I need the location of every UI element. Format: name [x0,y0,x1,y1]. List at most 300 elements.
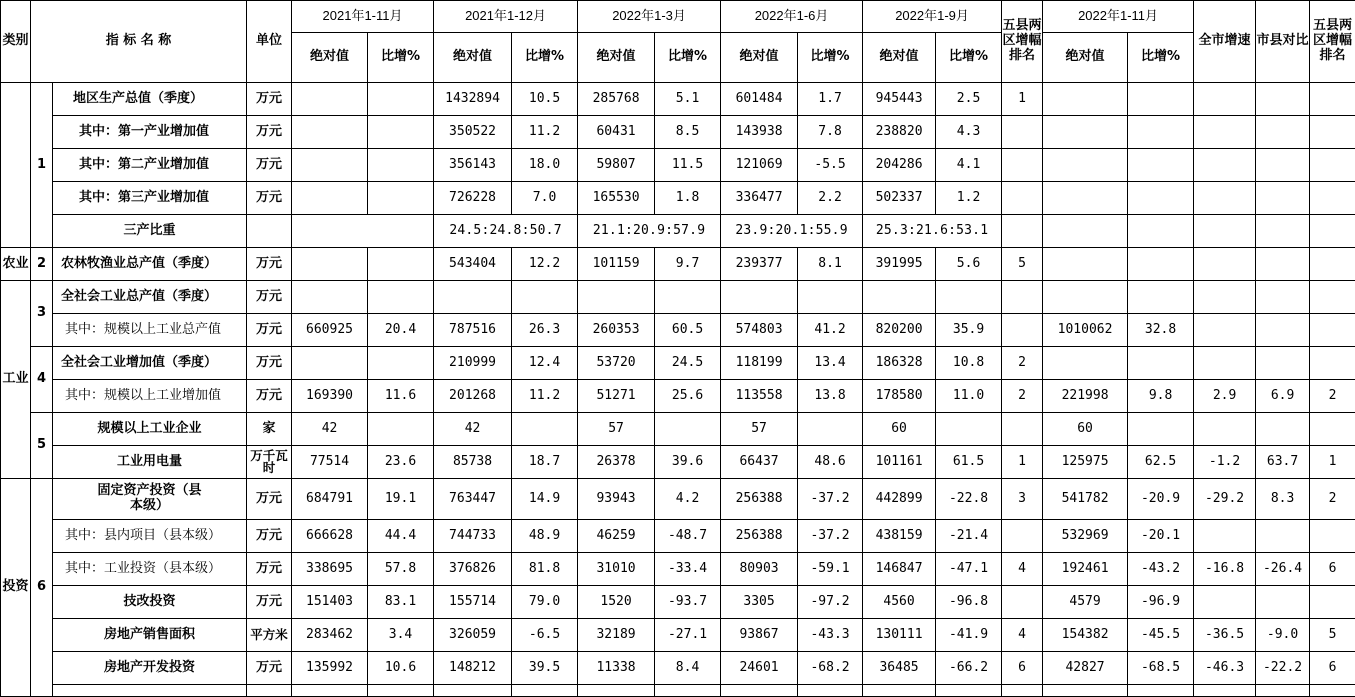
value-cell: 2.9 [1194,380,1256,413]
value-cell [863,281,936,314]
value-cell: 79.0 [512,586,578,619]
value-cell [578,281,655,314]
value-cell: 113558 [721,380,798,413]
value-cell: 11.0 [936,380,1002,413]
value-cell [936,413,1002,446]
value-cell [512,281,578,314]
indicator-name: 地区生产总值（季度） [53,83,247,116]
value-cell [292,347,368,380]
value-cell: 19.1 [368,479,434,520]
rank-cell [1310,586,1355,619]
value-cell [434,281,512,314]
value-cell [1256,586,1310,619]
value-cell: 744733 [434,520,512,553]
value-cell: -20.1 [1128,520,1194,553]
value-cell [1043,182,1128,215]
value-cell: -68.2 [798,652,863,685]
value-cell: 1.2 [936,182,1002,215]
indicator-name: 房地产开发投资 [53,652,247,685]
header-period-4: 2022年1-6月 [721,1,863,33]
rank-cell: 6 [1310,652,1355,685]
group-number: 3 [31,281,53,347]
value-cell: -16.8 [1194,553,1256,586]
header-abs: 绝对值 [1043,33,1128,83]
value-cell [1194,182,1256,215]
value-cell: 18.0 [512,149,578,182]
header-pct: 比增% [655,33,721,83]
value-cell: 14.9 [512,479,578,520]
table-row [1,215,1355,248]
group-number: 6 [31,479,53,697]
group-number: 5 [31,413,53,479]
category-investment: 投资 [1,479,31,697]
header-period-3: 2022年1-3月 [578,1,721,33]
unit-cell: 家 [247,413,292,446]
rank-cell: 6 [1002,652,1043,685]
value-cell: 6.9 [1256,380,1310,413]
table-row [1,248,1355,281]
indicator-name: 农林牧渔业总产值（季度） [53,248,247,281]
value-cell [1128,281,1194,314]
value-cell: -20.9 [1128,479,1194,520]
value-cell [292,281,368,314]
value-cell: 60 [863,413,936,446]
value-cell: 26.3 [512,314,578,347]
value-cell: 5.1 [655,83,721,116]
value-cell: 201268 [434,380,512,413]
unit-cell: 万元 [247,83,292,116]
unit-cell: 万元 [247,553,292,586]
value-cell [1194,248,1256,281]
value-cell: 77514 [292,446,368,479]
value-cell [368,347,434,380]
rank-cell [1002,413,1043,446]
value-cell: 4.2 [655,479,721,520]
table-row [1,116,1355,149]
value-cell: -9.0 [1256,619,1310,652]
value-cell [1043,281,1128,314]
value-cell: 8.1 [798,248,863,281]
unit-cell: 万元 [247,520,292,553]
ratio-cell: 24.5:24.8:50.7 [434,215,578,248]
table-row [1,413,1355,446]
value-cell: 4560 [863,586,936,619]
table-row [1,380,1355,413]
value-cell: 63.7 [1256,446,1310,479]
value-cell: 101159 [578,248,655,281]
value-cell: 1432894 [434,83,512,116]
rank-cell [1310,520,1355,553]
table-row [1,314,1355,347]
value-cell [368,149,434,182]
value-cell: 85738 [434,446,512,479]
indicator-name: 固定资产投资（县本级） [53,479,247,520]
rank-cell: 1 [1310,446,1355,479]
value-cell: 25.6 [655,380,721,413]
rank-cell: 2 [1310,479,1355,520]
category-industry: 工业 [1,281,31,479]
value-cell: 24601 [721,652,798,685]
table-row [1,347,1355,380]
value-cell [1194,149,1256,182]
value-cell: 8.5 [655,116,721,149]
value-cell: 4.3 [936,116,1002,149]
value-cell: 326059 [434,619,512,652]
value-cell: 238820 [863,116,936,149]
value-cell: 192461 [1043,553,1128,586]
value-cell: 660925 [292,314,368,347]
rank-cell [1310,116,1355,149]
value-cell [1194,413,1256,446]
value-cell: 186328 [863,347,936,380]
value-cell: 8.4 [655,652,721,685]
value-cell: 48.9 [512,520,578,553]
group-number: 2 [31,248,53,281]
rank-cell [1310,314,1355,347]
value-cell: -21.4 [936,520,1002,553]
indicator-name: 其中：第三产业增加值 [53,182,247,215]
value-cell: 820200 [863,314,936,347]
value-cell [292,116,368,149]
header-abs: 绝对值 [578,33,655,83]
ratio-cell [292,215,434,248]
value-cell: 101161 [863,446,936,479]
value-cell: 11.5 [655,149,721,182]
table-row [1,446,1355,479]
value-cell: 7.0 [512,182,578,215]
value-cell: 11338 [578,652,655,685]
value-cell [368,116,434,149]
value-cell: 210999 [434,347,512,380]
value-cell [368,413,434,446]
value-cell: 23.6 [368,446,434,479]
rank-cell [1002,586,1043,619]
value-cell: -37.2 [798,479,863,520]
table-row [1,83,1355,116]
header-county-vs-city: 市县对比 [1256,1,1310,83]
unit-cell: 万元 [247,248,292,281]
indicator-name: 其中：规模以上工业增加值 [53,380,247,413]
value-cell: -22.2 [1256,652,1310,685]
value-cell: 48.6 [798,446,863,479]
value-cell [721,281,798,314]
rank-cell [1310,83,1355,116]
header-category: 类别 [1,1,31,83]
value-cell: 11.2 [512,116,578,149]
rank-cell: 5 [1310,619,1355,652]
unit-cell: 万元 [247,652,292,685]
value-cell [1256,116,1310,149]
value-cell: 666628 [292,520,368,553]
value-cell: 438159 [863,520,936,553]
value-cell [1256,215,1310,248]
indicator-name: 三产比重 [53,215,247,248]
value-cell: 532969 [1043,520,1128,553]
value-cell: -29.2 [1194,479,1256,520]
header-abs: 绝对值 [721,33,798,83]
value-cell [1256,281,1310,314]
value-cell: 5.6 [936,248,1002,281]
value-cell: 24.5 [655,347,721,380]
indicator-name: 其中：规模以上工业总产值 [53,314,247,347]
indicator-name: 规模以上工业企业 [53,413,247,446]
value-cell [368,281,434,314]
rank-cell: 1 [1002,446,1043,479]
value-cell: 93943 [578,479,655,520]
rank-cell: 2 [1002,380,1043,413]
value-cell: -96.8 [936,586,1002,619]
indicator-name: 其中：工业投资（县本级） [53,553,247,586]
value-cell: 945443 [863,83,936,116]
value-cell: 10.8 [936,347,1002,380]
value-cell [1194,116,1256,149]
value-cell: 336477 [721,182,798,215]
value-cell [1256,149,1310,182]
value-cell: -6.5 [512,619,578,652]
unit-cell: 平方米 [247,619,292,652]
value-cell: -36.5 [1194,619,1256,652]
value-cell: 32.8 [1128,314,1194,347]
value-cell: 155714 [434,586,512,619]
value-cell [1256,314,1310,347]
value-cell: 574803 [721,314,798,347]
value-cell [1256,248,1310,281]
value-cell [798,281,863,314]
rank-cell [1310,182,1355,215]
value-cell: 239377 [721,248,798,281]
header-rank-a: 五县两区增幅排名 [1002,1,1043,83]
value-cell: 146847 [863,553,936,586]
value-cell: -1.2 [1194,446,1256,479]
value-cell: -43.3 [798,619,863,652]
value-cell: 4579 [1043,586,1128,619]
value-cell: 178580 [863,380,936,413]
value-cell: 1.7 [798,83,863,116]
header-pct: 比增% [936,33,1002,83]
value-cell: 283462 [292,619,368,652]
value-cell: 601484 [721,83,798,116]
header-pct: 比增% [1128,33,1194,83]
value-cell: 7.8 [798,116,863,149]
value-cell: 83.1 [368,586,434,619]
unit-cell: 万元 [247,347,292,380]
value-cell [1194,347,1256,380]
value-cell [368,248,434,281]
value-cell: 44.4 [368,520,434,553]
value-cell: 46259 [578,520,655,553]
value-cell: 9.7 [655,248,721,281]
value-cell: 12.2 [512,248,578,281]
rank-cell: 2 [1002,347,1043,380]
value-cell: 13.4 [798,347,863,380]
value-cell: 51271 [578,380,655,413]
value-cell: -33.4 [655,553,721,586]
value-cell: 2.5 [936,83,1002,116]
rank-cell: 3 [1002,479,1043,520]
indicator-name: 全社会工业总产值（季度） [53,281,247,314]
table-row [1,586,1355,619]
value-cell [655,413,721,446]
value-cell: 726228 [434,182,512,215]
value-cell: 60 [1043,413,1128,446]
value-cell: 59807 [578,149,655,182]
value-cell: 42 [434,413,512,446]
rank-cell: 4 [1002,553,1043,586]
table-row [1,149,1355,182]
value-cell: 10.6 [368,652,434,685]
ratio-cell: 23.9:20.1:55.9 [721,215,863,248]
value-cell: 118199 [721,347,798,380]
rank-cell [1310,149,1355,182]
group-number: 4 [31,347,53,413]
value-cell: 39.5 [512,652,578,685]
value-cell [1256,520,1310,553]
value-cell: 1010062 [1043,314,1128,347]
rank-cell [1310,281,1355,314]
value-cell: -59.1 [798,553,863,586]
indicator-name: 其中：第一产业增加值 [53,116,247,149]
rank-cell [1310,248,1355,281]
header-city-growth: 全市增速 [1194,1,1256,83]
value-cell: 502337 [863,182,936,215]
value-cell [1128,83,1194,116]
value-cell [655,281,721,314]
value-cell: 42 [292,413,368,446]
value-cell [512,413,578,446]
value-cell [1256,83,1310,116]
value-cell: 376826 [434,553,512,586]
unit-cell: 万元 [247,116,292,149]
value-cell [1128,116,1194,149]
header-unit: 单位 [247,1,292,83]
unit-cell: 万元 [247,314,292,347]
value-cell [1128,215,1194,248]
value-cell: 57 [578,413,655,446]
value-cell: 11.2 [512,380,578,413]
value-cell: -45.5 [1128,619,1194,652]
rank-cell: 1 [1002,83,1043,116]
value-cell: 148212 [434,652,512,685]
value-cell: 442899 [863,479,936,520]
table-row [1,479,1355,520]
value-cell: 4.1 [936,149,1002,182]
value-cell: 39.6 [655,446,721,479]
value-cell: -48.7 [655,520,721,553]
table-row [1,685,1355,697]
value-cell: 204286 [863,149,936,182]
rank-cell [1002,314,1043,347]
value-cell: 3.4 [368,619,434,652]
value-cell [1128,248,1194,281]
value-cell: 60.5 [655,314,721,347]
rank-cell: 6 [1310,553,1355,586]
indicator-name: 工业用电量 [53,446,247,479]
value-cell: 57.8 [368,553,434,586]
category-agriculture: 农业 [1,248,31,281]
value-cell: -46.3 [1194,652,1256,685]
rank-cell: 4 [1002,619,1043,652]
value-cell [1194,314,1256,347]
value-cell: 61.5 [936,446,1002,479]
value-cell: 221998 [1043,380,1128,413]
value-cell [1128,182,1194,215]
value-cell: 41.2 [798,314,863,347]
value-cell: -66.2 [936,652,1002,685]
value-cell [1128,413,1194,446]
value-cell: 684791 [292,479,368,520]
unit-cell: 万元 [247,380,292,413]
value-cell: 31010 [578,553,655,586]
value-cell: 36485 [863,652,936,685]
value-cell [1043,83,1128,116]
value-cell: 543404 [434,248,512,281]
value-cell: -5.5 [798,149,863,182]
value-cell [292,83,368,116]
rank-cell: 2 [1310,380,1355,413]
category-cell [1,83,31,248]
value-cell: 256388 [721,479,798,520]
value-cell: 13.8 [798,380,863,413]
unit-cell: 万元 [247,149,292,182]
value-cell: 165530 [578,182,655,215]
value-cell: 57 [721,413,798,446]
value-cell: 62.5 [1128,446,1194,479]
unit-cell: 万元 [247,586,292,619]
table-row [1,281,1355,314]
indicator-name: 其中：县内项目（县本级） [53,520,247,553]
table-row [1,520,1355,553]
header-abs: 绝对值 [863,33,936,83]
value-cell [292,248,368,281]
value-cell: 154382 [1043,619,1128,652]
value-cell: 143938 [721,116,798,149]
indicator-name: 房地产销售面积 [53,619,247,652]
value-cell: -43.2 [1128,553,1194,586]
value-cell: 18.7 [512,446,578,479]
value-cell: -47.1 [936,553,1002,586]
value-cell: 2.2 [798,182,863,215]
unit-cell: 万元 [247,281,292,314]
value-cell: 130111 [863,619,936,652]
indicator-name: 全社会工业增加值（季度） [53,347,247,380]
value-cell [1194,520,1256,553]
value-cell: 12.4 [512,347,578,380]
value-cell [1043,248,1128,281]
value-cell: 42827 [1043,652,1128,685]
value-cell: 260353 [578,314,655,347]
value-cell: 285768 [578,83,655,116]
value-cell: -96.9 [1128,586,1194,619]
indicator-name: 技改投资 [53,586,247,619]
value-cell: -26.4 [1256,553,1310,586]
value-cell [292,149,368,182]
header-abs: 绝对值 [434,33,512,83]
header-period-last: 2022年1-11月 [1043,1,1194,33]
value-cell [292,182,368,215]
rank-cell [1002,215,1043,248]
unit-cell [247,215,292,248]
rank-cell [1002,149,1043,182]
value-cell [1128,347,1194,380]
header-period-2: 2021年1-12月 [434,1,578,33]
value-cell [1043,215,1128,248]
value-cell: 151403 [292,586,368,619]
ratio-cell: 21.1:20.9:57.9 [578,215,721,248]
value-cell [1128,149,1194,182]
header-pct: 比增% [368,33,434,83]
ratio-cell: 25.3:21.6:53.1 [863,215,1002,248]
value-cell: 169390 [292,380,368,413]
